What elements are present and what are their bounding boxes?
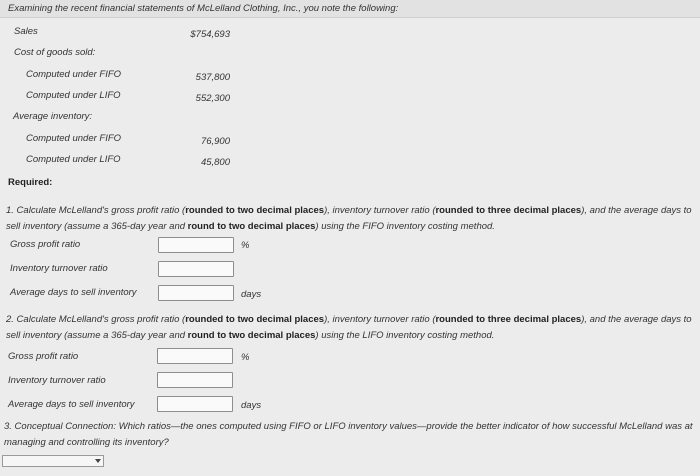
- inv-lifo-value: 45,800: [200, 157, 230, 168]
- q1-gross-profit-unit: %: [241, 240, 250, 251]
- q1-turnover-label: Inventory turnover ratio: [10, 263, 108, 274]
- q1-gross-profit-input[interactable]: [158, 237, 234, 253]
- inv-fifo-value: 76,900: [200, 136, 230, 147]
- required-label: Required:: [8, 177, 53, 188]
- q3-question: 3. Conceptual Connection: Which ratios—the ones computed using FIFO or LIFO inventory values—provide the better indicator of how successful McLelland was at managing and controlling its inventory?: [4, 421, 693, 448]
- q1-gross-profit-label: Gross profit ratio: [10, 239, 81, 250]
- q1-turnover-input[interactable]: [158, 261, 234, 277]
- cogs-lifo-value: 552,300: [195, 93, 230, 104]
- sales-label: Sales: [14, 26, 38, 37]
- q2-gross-profit-label: Gross profit ratio: [8, 351, 79, 362]
- cogs-fifo-label: Computed under FIFO: [26, 69, 122, 80]
- cogs-label: Cost of goods sold:: [14, 47, 96, 58]
- chevron-down-icon: [95, 459, 101, 463]
- q2-turnover-label: Inventory turnover ratio: [8, 375, 106, 386]
- cogs-lifo-label: Computed under LIFO: [26, 90, 121, 101]
- q2-days-label: Average days to sell inventory: [8, 399, 135, 410]
- q1-days-input[interactable]: [158, 285, 234, 301]
- q1-days-unit: days: [241, 289, 262, 300]
- q3-answer-dropdown[interactable]: [2, 455, 104, 467]
- q2-days-input[interactable]: [157, 396, 233, 412]
- inv-fifo-label: Computed under FIFO: [26, 133, 122, 144]
- q2-gross-profit-input[interactable]: [157, 348, 233, 364]
- q2-instructions: 2. Calculate McLelland's gross profit ratio (rounded to two decimal places), inventory turnover ratio (rounded to three decimal places), and the average days to sell inventory (assume a 365-day year and round to two decimal places) using the LIFO inventory costing method.: [6, 314, 692, 341]
- q2-turnover-input[interactable]: [157, 372, 233, 388]
- q1-instructions: 1. Calculate McLelland's gross profit ratio (rounded to two decimal places), inventory turnover ratio (rounded to three decimal places), and the average days to sell inventory (assume a 365-day year and round to two decimal places) using the FIFO inventory costing method.: [6, 205, 692, 232]
- q2-gross-profit-unit: %: [241, 352, 250, 363]
- intro-text: Examining the recent financial statements of McLelland Clothing, Inc., you note the following:: [8, 3, 399, 14]
- q1-days-label: Average days to sell inventory: [10, 287, 137, 298]
- inv-lifo-label: Computed under LIFO: [26, 154, 121, 165]
- sales-value: $754,693: [190, 29, 230, 40]
- inventory-label: Average inventory:: [13, 111, 93, 122]
- q2-days-unit: days: [241, 400, 262, 411]
- cogs-fifo-value: 537,800: [195, 72, 230, 83]
